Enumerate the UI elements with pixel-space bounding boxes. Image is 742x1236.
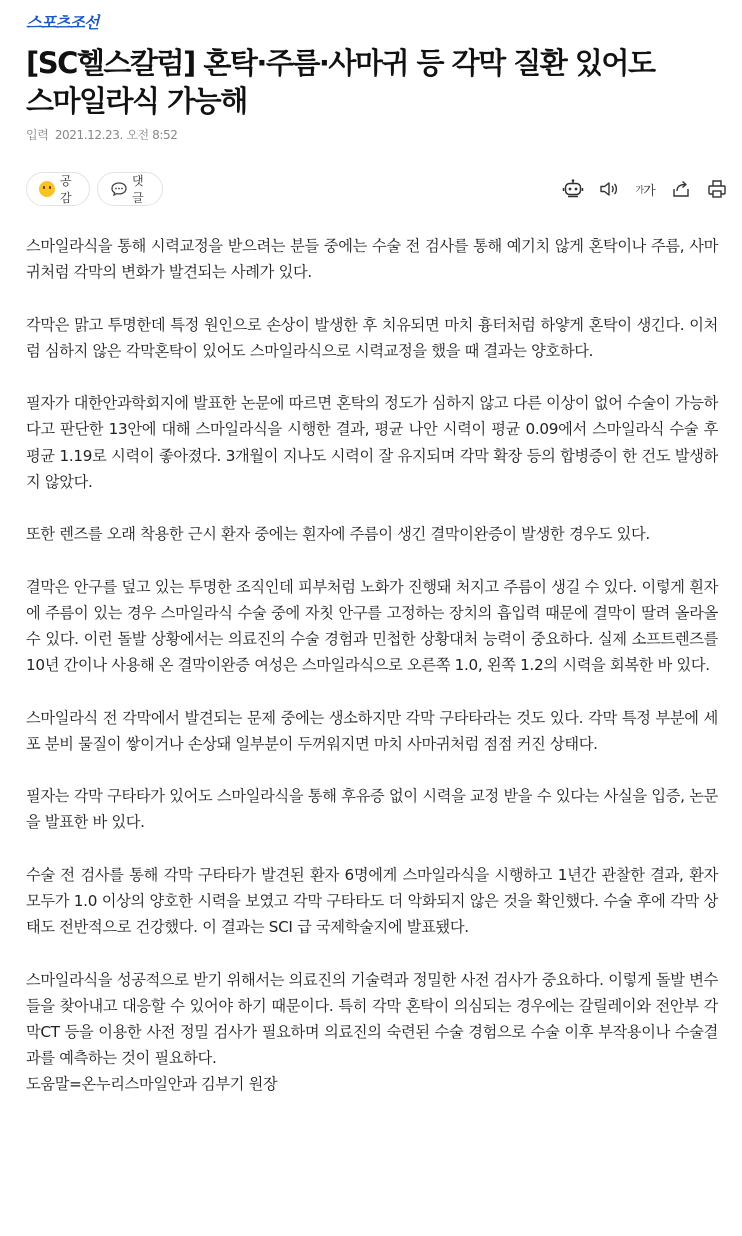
smile-emoji-icon — [39, 181, 55, 197]
press-logo[interactable]: 스포츠조선 — [26, 13, 99, 32]
article-credit: 도움말=온누리스마일안과 김부기 원장 — [26, 1075, 278, 1094]
font-size-small-label: 가 — [635, 185, 644, 196]
comment-button[interactable] — [97, 172, 163, 206]
print-icon — [706, 178, 728, 200]
date-value: 2021.12.23. 오전 8:52 — [54, 128, 178, 142]
summary-bot-icon — [562, 178, 584, 200]
article-body — [26, 233, 718, 1098]
article-toolbar — [26, 172, 730, 208]
body-paragraph: 또한 렌즈를 오래 착용한 근시 환자 중에는 흰자에 주름이 생긴 결막이완증이 발생한 경우도 있다. — [26, 525, 650, 544]
body-paragraph: 스마일라식을 성공적으로 받기 위해서는 의료진의 기술력과 정밀한 사전 검사가 중요하다. 이렇게 돌발 변수들을 찾아내고 대응할 수 있어야 하기 때문이다. 특히 각막 혼탁이 의심되는 경우에는 갈릴레이와 전안부 각막CT 등을 이용한 사전 정밀 검사가 필요하며 의료진의 숙련된 수술 경험으로 수술 이후 부작용이나 수술결과를 예측하는 것이 필요하다. — [26, 970, 718, 1068]
body-paragraph: 수술 전 검사를 통해 각막 구타타가 발견된 환자 6명에게 스마일라식을 시행하고 1년간 관찰한 결과, 환자 모두가 1.0 이상의 양호한 시력을 보였고 각막 구타타도 더 악화되지 않은 것을 확인했다. 수술 후에 각막 상태도 전반적으로 건강했다. 이 결과는 SCI 급 국제학술지에 발표됐다. — [26, 865, 718, 937]
body-paragraph: 필자가 대한안과학회지에 발표한 논문에 따르면 혼탁의 정도가 심하지 않고 다른 이상이 없어 수술이 가능하다고 판단한 13안에 대해 스마일라식을 시행한 결과, 평균 나안 시력이 평균 0.09에서 스마일라식 수술 후 평균 1.19로 시력이 좋아졌다. 3개월이 지나도 시력이 잘 유지되며 각막 확장 등의 합병증이 한 건도 발생하지 않았다. — [26, 394, 718, 491]
article-date — [26, 126, 178, 143]
react-label: 공감 — [60, 174, 72, 205]
body-paragraph: 각막은 맑고 투명한데 특정 원인으로 손상이 발생한 후 치유되면 마치 흉터처럼 하얗게 혼탁이 생긴다. 이처럼 심하지 않은 각막혼탁이 있어도 스마일라식으로 시력교정을 했을 때 결과는 양호하다. — [26, 315, 718, 360]
audio-icon — [598, 178, 620, 200]
font-size-large-label: 가 — [643, 183, 655, 199]
react-button[interactable] — [26, 172, 90, 206]
share-icon — [670, 178, 692, 200]
font-size-button[interactable] — [632, 176, 658, 202]
comment-label: 댓글 — [132, 174, 144, 205]
print-button[interactable] — [704, 176, 730, 202]
body-paragraph: 스마일라식 전 각막에서 발견되는 문제 중에는 생소하지만 각막 구타타라는 것도 있다. 각막 특정 부분에 세포 분비 물질이 쌓이거나 손상돼 일부분이 두꺼워지면 마치 사마귀처럼 점점 커진 상태다. — [26, 708, 718, 753]
article-headline: [SC헬스칼럼] 혼탁·주름·사마귀 등 각막 질환 있어도 스마일라식 가능해 — [26, 46, 655, 118]
speech-bubble-icon — [110, 181, 128, 197]
article-tools — [550, 176, 730, 202]
audio-button[interactable] — [596, 176, 622, 202]
summary-bot-button[interactable] — [560, 176, 586, 202]
body-paragraph: 필자는 각막 구타타가 있어도 스마일라식을 통해 후유증 없이 시력을 교정 받을 수 있다는 사실을 입증, 논문을 발표한 바 있다. — [26, 787, 718, 832]
body-paragraph: 스마일라식을 통해 시력교정을 받으려는 분들 중에는 수술 전 검사를 통해 예기치 않게 혼탁이나 주름, 사마귀처럼 각막의 변화가 발견되는 사례가 있다. — [26, 237, 718, 282]
body-paragraph: 결막은 안구를 덮고 있는 투명한 조직인데 피부처럼 노화가 진행돼 처지고 주름이 생길 수 있다. 이렇게 흰자에 주름이 있는 경우 스마일라식 수술 중에 자칫 안구를 고정하는 장치의 흡입력 때문에 결막이 딸려 올라올 수 있다. 이런 돌발 상황에서는 의료진의 수술 경험과 민첩한 상황대처 능력이 중요하다. 실제 소프트렌즈를 10년 간이나 사용해 온 결막이완증 여성은 스마일라식으로 오른쪽 1.0, 왼쪽 1.2의 시력을 회복한 바 있다. — [26, 577, 718, 675]
date-label: 입력 — [26, 128, 49, 142]
share-button[interactable] — [668, 176, 694, 202]
